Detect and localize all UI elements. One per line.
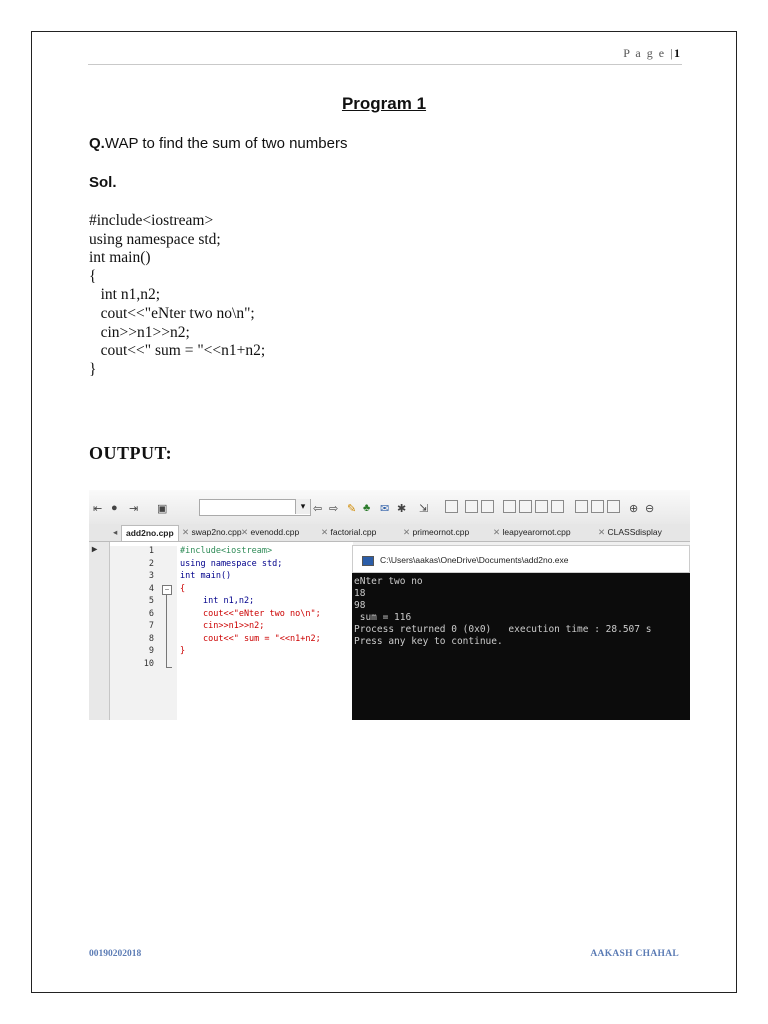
header-rule xyxy=(88,64,682,65)
page-title-text: Program 1 xyxy=(341,94,427,113)
code-line: int n1,n2; xyxy=(89,286,161,304)
close-icon[interactable]: ✕ xyxy=(403,527,411,537)
editor-line: using namespace std; xyxy=(180,558,283,569)
code-line: cin>>n1>>n2; xyxy=(89,323,190,341)
highlight-icon[interactable]: ✎ xyxy=(347,503,357,515)
layout-icon[interactable] xyxy=(503,500,516,513)
page-title xyxy=(0,94,768,114)
back-arrow-icon[interactable]: ⇦ xyxy=(313,503,323,515)
console-line: 18 xyxy=(354,588,366,599)
code-line: cout<<"eNter two no\n"; xyxy=(89,304,255,322)
zoom-out-icon[interactable]: ⊖ xyxy=(645,503,655,515)
tab-leapyearornot[interactable] xyxy=(489,525,571,540)
line-number: 2 xyxy=(148,558,154,569)
spell-icon[interactable]: ✉ xyxy=(380,503,390,515)
layout-icon[interactable] xyxy=(551,500,564,513)
editor-line: #include<iostream> xyxy=(180,546,273,556)
console-line: eNter two no xyxy=(354,576,423,587)
tab-label: factorial.cpp xyxy=(330,527,377,537)
tab-add2no[interactable] xyxy=(121,525,179,541)
expand-arrow-icon[interactable]: ▸ xyxy=(92,544,98,555)
line-number: 3 xyxy=(148,571,154,581)
line-number: 4 xyxy=(148,583,154,594)
solution-label: Sol. xyxy=(89,174,117,191)
line-number: 10 xyxy=(143,658,154,669)
fold-end xyxy=(166,667,172,668)
console-titlebar xyxy=(352,545,690,573)
console-output xyxy=(352,573,690,720)
console-line: Press any key to continue. xyxy=(354,636,503,647)
close-icon[interactable]: ✕ xyxy=(321,527,329,537)
chevron-down-icon[interactable]: ▾ xyxy=(295,499,310,514)
zoom-in-icon[interactable]: ⊕ xyxy=(629,503,639,515)
code-block xyxy=(89,212,265,379)
tab-primeornot[interactable] xyxy=(399,525,469,540)
match-icon[interactable]: ♣ xyxy=(363,502,371,514)
close-icon[interactable]: ✕ xyxy=(182,527,190,537)
code-line: { xyxy=(89,267,97,285)
layout-icon[interactable] xyxy=(535,500,548,513)
question xyxy=(89,135,347,152)
line-number: 1 xyxy=(148,546,154,556)
code-line: int main() xyxy=(89,249,151,267)
pointer-icon[interactable]: ⇲ xyxy=(419,503,429,515)
editor-line: cin>>n1>>n2; xyxy=(203,621,265,631)
layout-icon[interactable] xyxy=(445,500,458,513)
page-word: P a g e | xyxy=(623,46,674,60)
record-icon[interactable]: ● xyxy=(111,502,118,514)
tab-evenodd[interactable] xyxy=(237,525,299,540)
editor-line: int n1,n2; xyxy=(203,596,255,606)
ide-screenshot xyxy=(89,490,690,720)
code-line: #include<iostream> xyxy=(89,212,214,229)
line-number: 6 xyxy=(148,608,154,619)
close-icon[interactable]: ✕ xyxy=(241,527,249,537)
layout-icon[interactable] xyxy=(575,500,588,513)
tab-label: CLASSdisplay xyxy=(607,527,662,537)
console-line: sum = 116 xyxy=(354,612,412,623)
close-icon[interactable]: ✕ xyxy=(493,527,501,537)
tab-factorial[interactable] xyxy=(317,525,376,540)
step-forward-icon[interactable]: ⇥ xyxy=(129,503,139,515)
layout-icon[interactable] xyxy=(591,500,604,513)
forward-arrow-icon[interactable]: ⇨ xyxy=(329,503,339,515)
editor-line: } xyxy=(180,646,186,656)
line-number: 5 xyxy=(148,596,154,606)
toolbar-icon[interactable]: ▣ xyxy=(157,503,168,515)
line-number: 7 xyxy=(148,621,154,631)
tab-label: primeornot.cpp xyxy=(412,527,470,537)
question-prefix: Q. xyxy=(89,135,105,152)
console-app-icon xyxy=(362,556,374,566)
regex-icon[interactable]: ✱ xyxy=(397,503,407,515)
tab-label: swap2no.cpp xyxy=(191,527,242,537)
collapse-icon[interactable]: − xyxy=(162,585,172,595)
page-number xyxy=(623,46,680,61)
code-fold-marker[interactable] xyxy=(162,585,172,675)
editor-line: cout<<" sum = "<<n1+n2; xyxy=(203,633,321,644)
console-line: Process returned 0 (0x0) execution time : 28.507 s xyxy=(354,624,652,635)
editor-tabbar xyxy=(89,524,690,542)
step-back-icon[interactable]: ⇤ xyxy=(93,503,103,515)
footer-author: AAKASH CHAHAL xyxy=(590,949,679,959)
layout-icon[interactable] xyxy=(519,500,532,513)
tab-label: evenodd.cpp xyxy=(250,527,300,537)
close-icon[interactable]: ✕ xyxy=(598,527,606,537)
editor-line: cout<<"eNter two no\n"; xyxy=(203,608,321,619)
layout-icon[interactable] xyxy=(481,500,494,513)
line-number: 9 xyxy=(148,646,154,656)
question-text: WAP to find the sum of two numbers xyxy=(104,135,348,152)
code-line: using namespace std; xyxy=(89,230,221,248)
console-window[interactable] xyxy=(352,545,690,720)
layout-icon[interactable] xyxy=(607,500,620,513)
output-heading: OUTPUT: xyxy=(89,443,173,463)
code-editor[interactable] xyxy=(110,542,353,720)
line-number: 8 xyxy=(148,633,154,644)
layout-icon[interactable] xyxy=(465,500,478,513)
console-line: 98 xyxy=(354,600,366,611)
editor-line: { xyxy=(180,583,186,594)
page-num: 1 xyxy=(674,46,680,60)
code-line: cout<<" sum = "<<n1+n2; xyxy=(89,342,266,360)
console-title: C:\Users\aakas\OneDrive\Documents\add2no.exe xyxy=(380,555,569,565)
footer-roll-number: 00190202018 xyxy=(89,949,142,959)
tab-label: add2no.cpp xyxy=(126,528,174,538)
fold-line xyxy=(166,595,167,667)
tab-scroll-left-icon[interactable]: ◂ xyxy=(113,527,118,537)
side-gutter xyxy=(89,524,110,720)
ide-toolbar xyxy=(89,490,690,525)
code-line: } xyxy=(89,360,97,378)
editor-line: int main() xyxy=(180,571,232,581)
tab-classdisplay[interactable] xyxy=(594,525,662,540)
tab-label: leapyearornot.cpp xyxy=(502,527,571,537)
tab-swap2no[interactable] xyxy=(178,525,242,540)
